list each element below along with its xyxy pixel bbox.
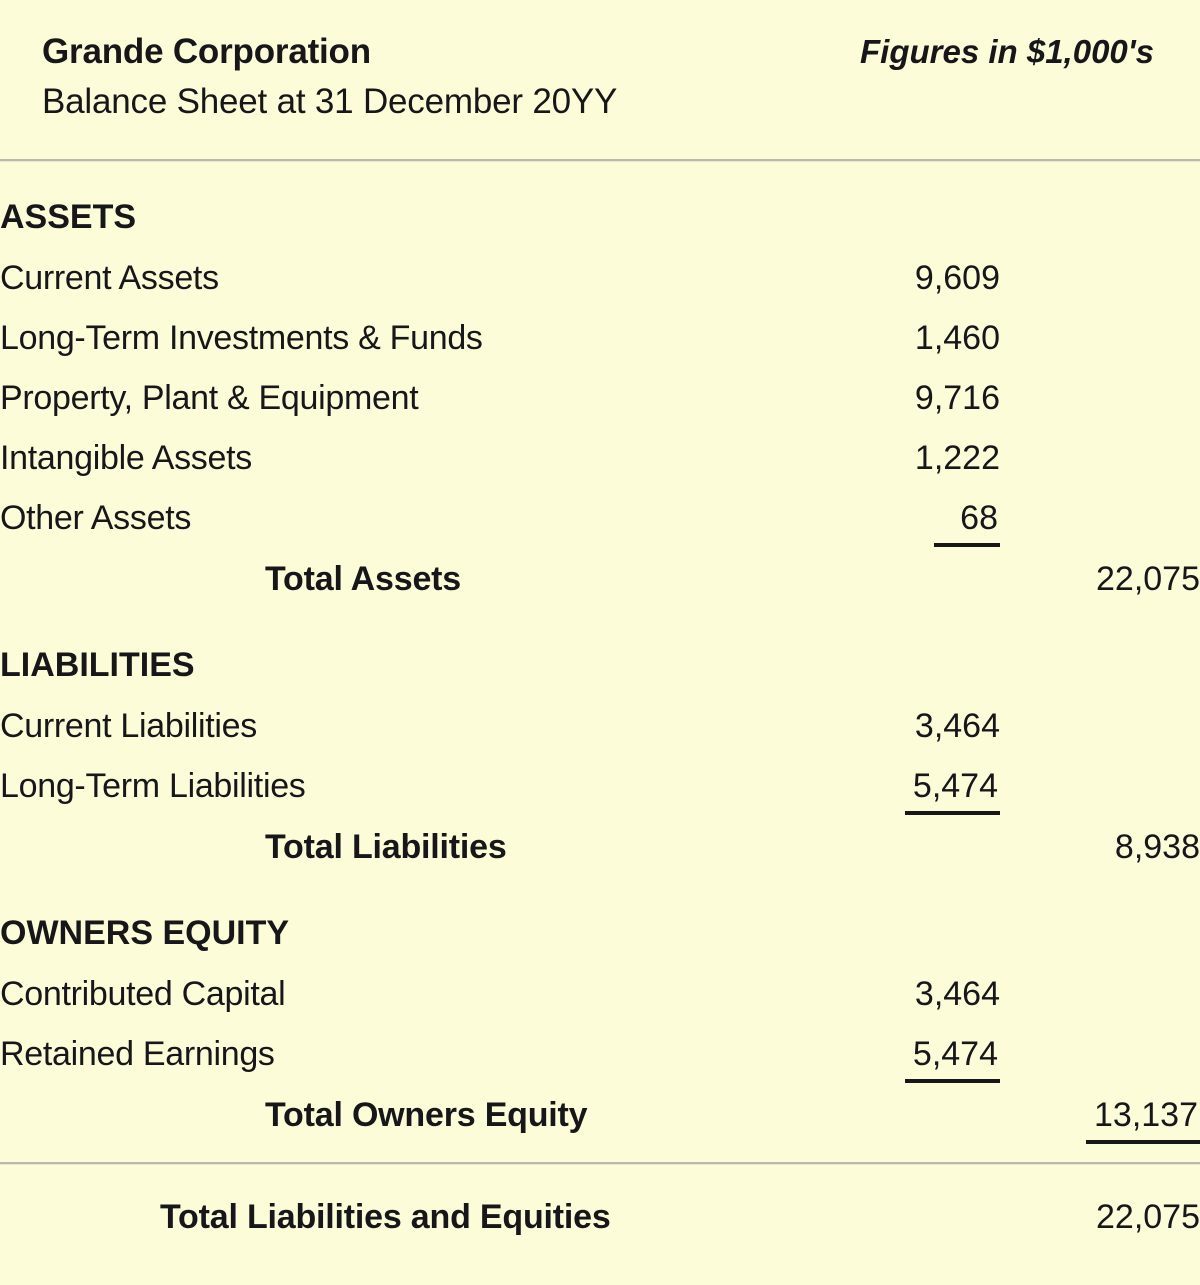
total-label: Total Assets (265, 560, 461, 598)
subtotal-rule-value: 5,474 (905, 1032, 1000, 1083)
empty-total-cell (1000, 756, 1200, 816)
line-item-label: Current Assets (0, 259, 219, 297)
line-item-label: Long-Term Liabilities (0, 767, 306, 805)
grand-total-section (0, 1186, 1200, 1248)
line-item-value: 1,460 (914, 319, 1000, 357)
statement-subtitle: Balance Sheet at 31 December 20YY (42, 82, 618, 121)
line-item-value: 1,222 (914, 439, 1000, 477)
line-item-value-underlined (820, 1024, 1000, 1084)
total-row-owners-equity (0, 1084, 1200, 1146)
statement-body (0, 186, 1200, 1146)
empty-total-cell (1000, 488, 1200, 548)
table-row (0, 1024, 1200, 1084)
section-heading-liabilities: LIABILITIES (0, 646, 195, 684)
table-row (0, 368, 1200, 428)
table-row (0, 428, 1200, 488)
spacer-cell (1000, 186, 1200, 248)
grand-total-row (0, 1186, 1200, 1248)
line-item-label: Retained Earnings (0, 1035, 275, 1073)
spacer-cell (1000, 634, 1200, 696)
grand-total-value: 22,075 (1096, 1198, 1200, 1236)
table-row (0, 756, 1200, 816)
spacer-cell (820, 610, 1000, 634)
spacer-cell (820, 902, 1000, 964)
section-heading-row-assets (0, 186, 1200, 248)
grand-total-divider (0, 1162, 1200, 1165)
header-divider (0, 159, 1200, 162)
table-row (0, 696, 1200, 756)
total-value: 8,938 (1114, 828, 1200, 866)
spacer-cell (1000, 610, 1200, 634)
balance-sheet-table (0, 186, 1200, 1146)
section-spacer (0, 878, 1200, 902)
section-spacer (0, 610, 1200, 634)
total-label: Total Liabilities (265, 828, 507, 866)
spacer-cell (0, 878, 820, 902)
table-row (0, 488, 1200, 548)
empty-total-cell (1000, 696, 1200, 756)
total-row-liabilities (0, 816, 1200, 878)
section-heading-owners-equity: OWNERS EQUITY (0, 914, 290, 952)
spacer-cell (820, 878, 1000, 902)
header-top-row (42, 28, 1158, 76)
line-item-label: Contributed Capital (0, 975, 286, 1013)
empty-value-cell (820, 1186, 1000, 1248)
empty-value-cell (820, 1084, 1000, 1146)
table-row (0, 248, 1200, 308)
line-item-label: Other Assets (0, 499, 192, 537)
empty-value-cell (820, 816, 1000, 878)
spacer-cell (0, 610, 820, 634)
section-heading-row-liabilities (0, 634, 1200, 696)
total-row-assets (0, 548, 1200, 610)
total-value-underlined (1000, 1084, 1200, 1146)
line-item-value: 3,464 (914, 707, 1000, 745)
empty-total-cell (1000, 248, 1200, 308)
spacer-cell (1000, 878, 1200, 902)
empty-total-cell (1000, 1024, 1200, 1084)
line-item-label: Intangible Assets (0, 439, 252, 477)
document-header (0, 28, 1200, 128)
spacer-cell (820, 186, 1000, 248)
section-heading-assets: ASSETS (0, 198, 137, 236)
line-item-value-underlined (820, 756, 1000, 816)
line-item-label: Current Liabilities (0, 707, 257, 745)
total-label: Total Owners Equity (265, 1096, 588, 1134)
subtotal-rule-value: 13,137 (1086, 1093, 1200, 1144)
empty-total-cell (1000, 308, 1200, 368)
subtotal-rule-value: 68 (934, 496, 1000, 547)
line-item-label: Long-Term Investments & Funds (0, 319, 483, 357)
line-item-value: 9,716 (914, 379, 1000, 417)
spacer-cell (1000, 902, 1200, 964)
line-item-label: Property, Plant & Equipment (0, 379, 419, 417)
table-row (0, 308, 1200, 368)
grand-total-label: Total Liabilities and Equities (160, 1198, 611, 1236)
grand-total-table (0, 1186, 1200, 1248)
table-row (0, 964, 1200, 1024)
empty-total-cell (1000, 964, 1200, 1024)
subtotal-rule-value: 5,474 (905, 764, 1000, 815)
empty-total-cell (1000, 428, 1200, 488)
figures-units-note: Figures in $1,000's (860, 33, 1154, 70)
line-item-value-underlined (820, 488, 1000, 548)
empty-total-cell (1000, 368, 1200, 428)
line-item-value: 3,464 (914, 975, 1000, 1013)
empty-value-cell (820, 548, 1000, 610)
line-item-value: 9,609 (914, 259, 1000, 297)
company-name: Grande Corporation (42, 32, 371, 71)
section-heading-row-owners-equity (0, 902, 1200, 964)
total-value: 22,075 (1096, 560, 1200, 598)
spacer-cell (820, 634, 1000, 696)
